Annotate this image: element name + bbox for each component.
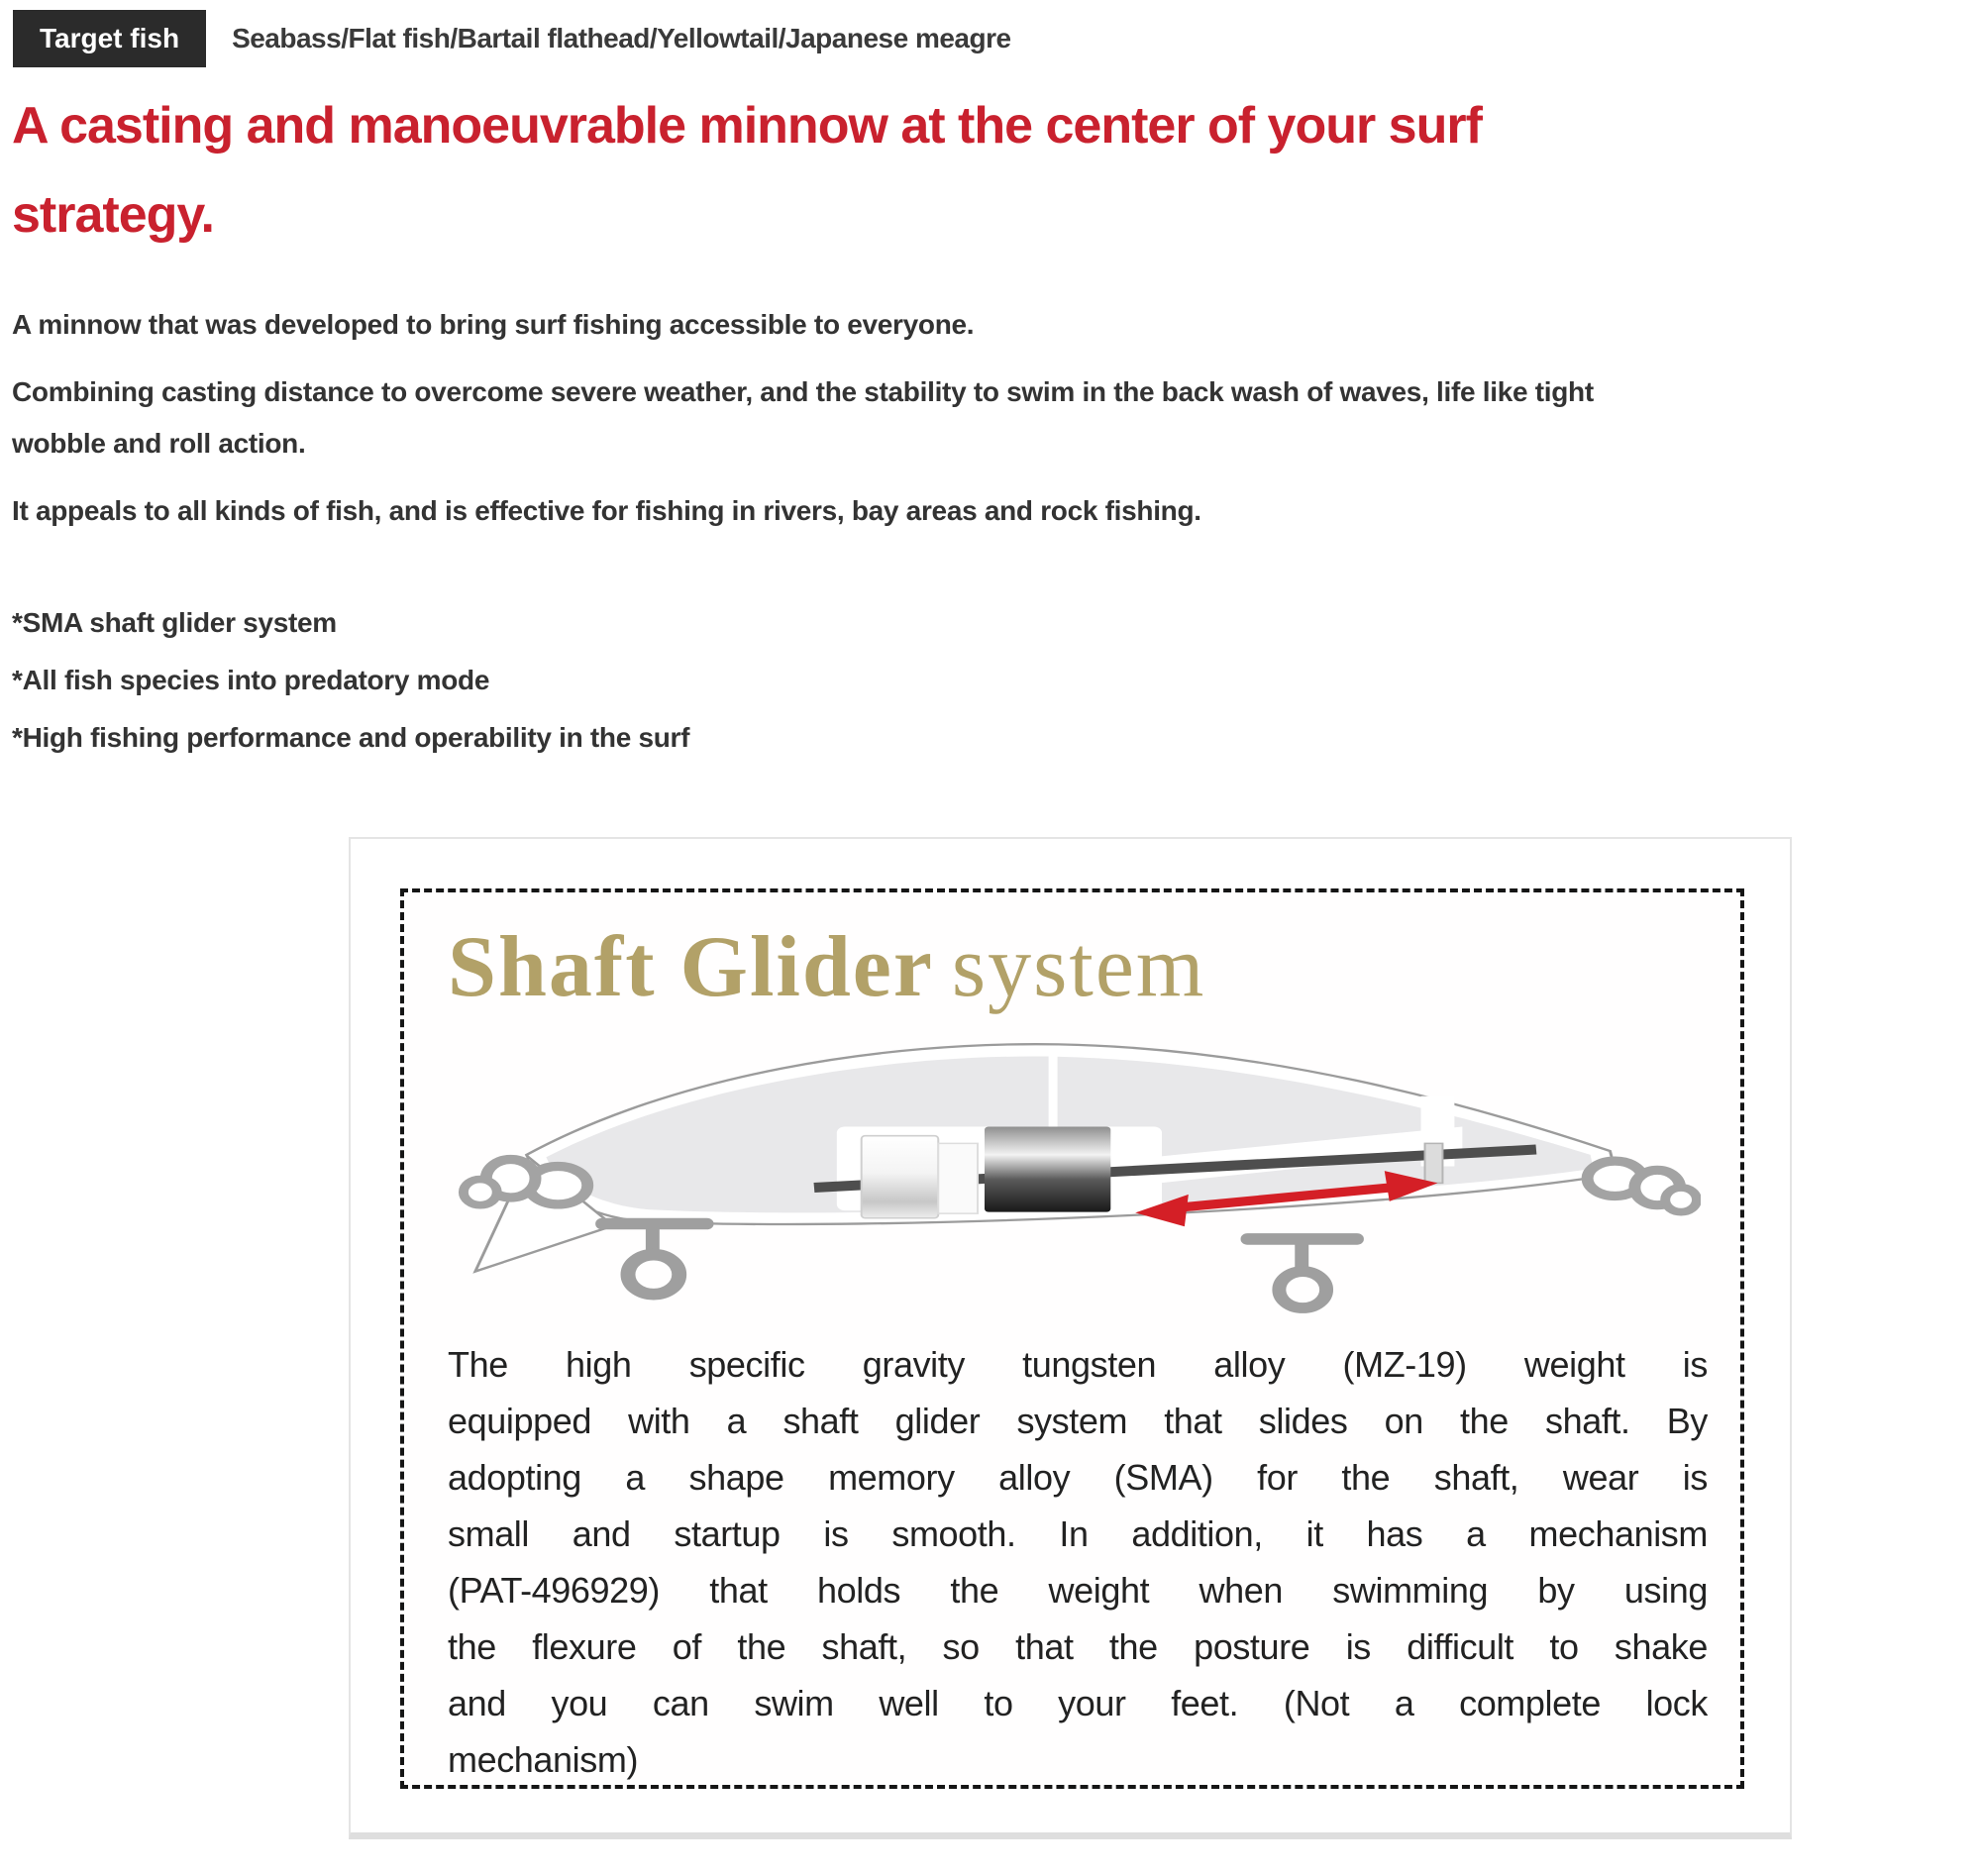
target-fish-list: Seabass/Flat fish/Bartail flathead/Yellowtail/Japanese meagre xyxy=(232,23,1011,53)
shaft-glider-paragraph xyxy=(448,1336,1708,1788)
lure-diagram xyxy=(448,1029,1701,1326)
description-line: It appeals to all kinds of fish, and is effective for fishing in rivers, bay areas and rock fishing. xyxy=(12,495,1201,526)
shaft-glider-title-main: Shaft Glider xyxy=(448,919,934,1015)
shaft-glider-dashed-box xyxy=(400,888,1744,1789)
front-eyelet xyxy=(464,1160,587,1205)
feature-item: *SMA shaft glider system xyxy=(12,607,337,638)
target-fish-row xyxy=(13,10,1011,67)
description-paragraph xyxy=(12,299,1953,351)
shaft-glider-title xyxy=(448,918,1701,1017)
paragraph-line: mechanism) xyxy=(448,1739,639,1780)
shaft-glider-card xyxy=(349,837,1792,1839)
description-paragraph xyxy=(12,366,1953,469)
hook-hanger-rear xyxy=(1241,1233,1364,1307)
feature-item: *All fish species into predatory mode xyxy=(12,665,490,695)
paragraph-line: adopting a shape memory alloy (SMA) for the shaft, wear is xyxy=(448,1457,1708,1498)
description-line: wobble and roll action. xyxy=(12,428,306,459)
shaft-glider-title-sub: system xyxy=(951,919,1206,1015)
page-title-line2: strategy. xyxy=(12,186,214,244)
weight-collar xyxy=(938,1143,978,1213)
page-title xyxy=(12,81,1953,260)
product-description xyxy=(12,299,1953,553)
hook-hanger-front xyxy=(595,1218,713,1295)
rear-eyelet xyxy=(1588,1161,1697,1212)
weight-cylinder-tungsten xyxy=(985,1126,1110,1211)
paragraph-line: The high specific gravity tungsten alloy (MZ-19) weight is xyxy=(448,1344,1708,1385)
shaft-clip xyxy=(1425,1143,1443,1183)
description-line: Combining casting distance to overcome severe weather, and the stability to swim in the back wash of waves, life like tight xyxy=(12,376,1594,407)
paragraph-line: (PAT-496929) that holds the weight when swimming by using xyxy=(448,1570,1708,1611)
paragraph-line: and you can swim well to your feet. (Not a complete lock xyxy=(448,1683,1708,1723)
paragraph-line: small and startup is smooth. In addition, it has a mechanism xyxy=(448,1513,1708,1554)
feature-list xyxy=(12,594,1498,767)
description-paragraph xyxy=(12,485,1953,537)
page-title-line1: A casting and manoeuvrable minnow at the center of your surf xyxy=(12,97,1482,155)
description-line: A minnow that was developed to bring surf fishing accessible to everyone. xyxy=(12,309,975,340)
target-fish-badge: Target fish xyxy=(13,10,206,67)
weight-cylinder-light xyxy=(862,1136,939,1218)
paragraph-line: equipped with a shaft glider system that slides on the shaft. By xyxy=(448,1401,1708,1441)
paragraph-line: the flexure of the shaft, so that the posture is difficult to shake xyxy=(448,1626,1708,1667)
body-slot xyxy=(1049,1047,1058,1137)
feature-item: *High fishing performance and operability in the surf xyxy=(12,722,690,753)
